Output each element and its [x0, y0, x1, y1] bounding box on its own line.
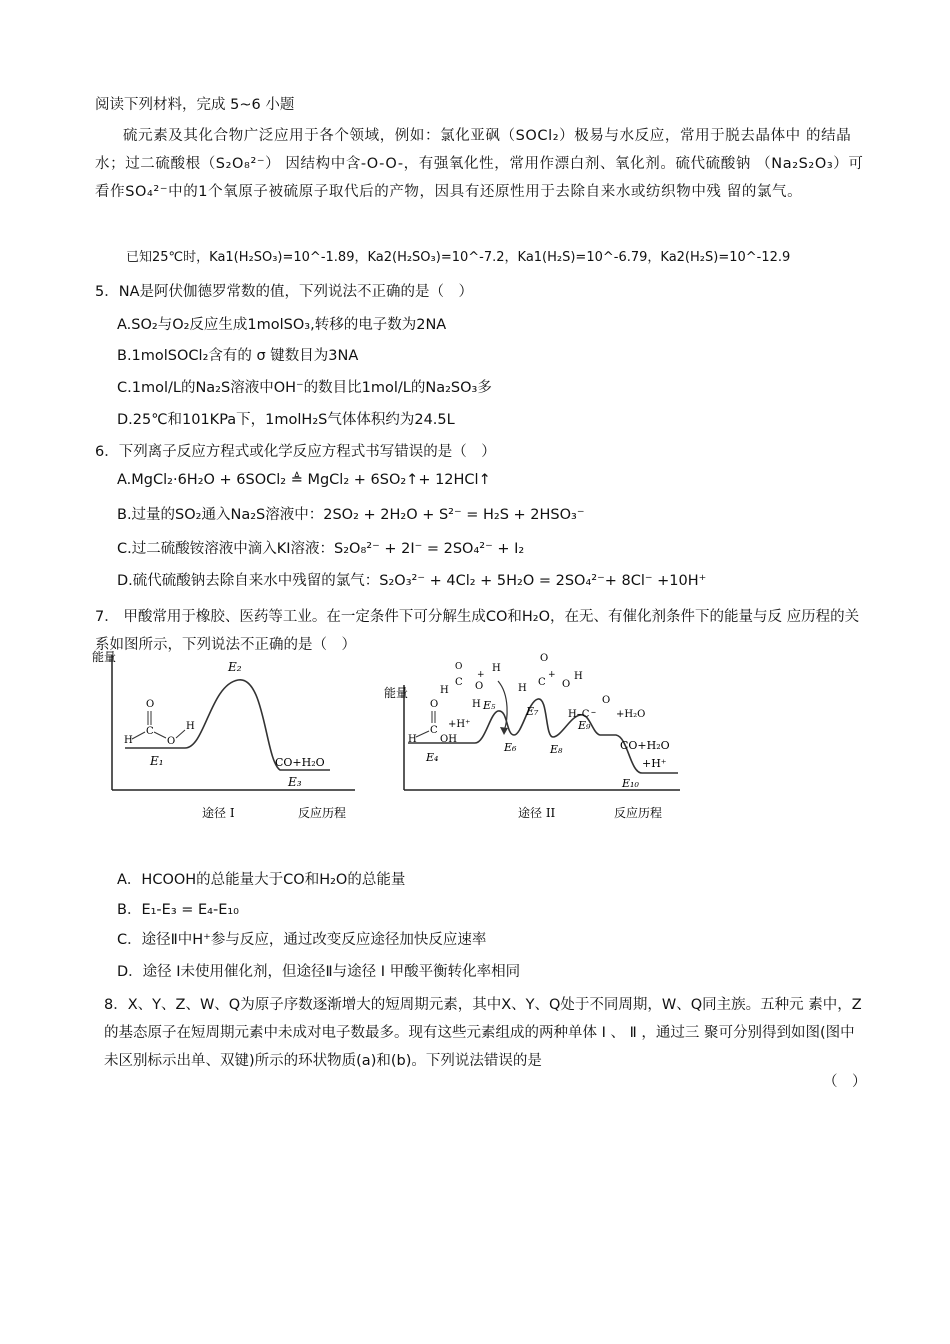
material-constants: 已知25℃时，Ka1(H₂SO₃)=10^-1.89，Ka2(H₂SO₃)=10^-7.2，Ka1(H₂S)=10^-6.79，Ka2(H₂S)=10^-12.9	[126, 250, 791, 265]
q5-option-b[interactable]: B.1molSOCl₂含有的 σ 键数目为3NA	[117, 348, 359, 364]
svg-text:H: H	[186, 721, 195, 732]
struct-o: O	[146, 699, 155, 710]
svg-text:O: O	[562, 679, 571, 690]
svg-text:C: C	[538, 677, 546, 688]
svg-text:C: C	[455, 677, 463, 688]
energy-diagram-path-2	[380, 645, 690, 825]
svg-text:C: C	[430, 725, 438, 736]
label-e7: E₇	[526, 705, 539, 718]
svg-text:O: O	[475, 681, 484, 692]
label-e3: E₃	[288, 775, 302, 789]
svg-text:H–C: H–C	[568, 709, 590, 720]
label-e8: E₈	[550, 743, 563, 756]
svg-text:O: O	[167, 736, 176, 747]
label-e1: E₁	[150, 754, 164, 768]
label-e2: E₂	[228, 660, 242, 674]
q8-answer-paren: （ ）	[823, 1074, 867, 1090]
label-e6: E₆	[504, 741, 517, 754]
x-label-path: 途径 II	[518, 806, 556, 820]
x-label-path: 途径 I	[202, 806, 235, 820]
svg-text:H: H	[408, 734, 417, 745]
label-plus-h2o: +H₂O	[616, 709, 646, 720]
svg-text:O: O	[602, 695, 611, 706]
q6-option-c[interactable]: C.过二硫酸铵溶液中滴入KI溶液：S₂O₈²⁻ + 2I⁻ = 2SO₄²⁻ + I₂	[117, 541, 525, 557]
svg-text:C: C	[146, 726, 154, 737]
q5-option-d[interactable]: D.25℃和101KPa下，1molH₂S气体体积约为24.5L	[117, 412, 455, 428]
svg-text:O: O	[455, 662, 463, 672]
svg-text:H: H	[124, 735, 133, 746]
q7-option-b[interactable]: B．E₁-E₃ = E₄-E₁₀	[117, 902, 239, 918]
q5-stem: 5．NA是阿伏伽德罗常数的值，下列说法不正确的是（ ）	[95, 284, 473, 300]
q7-option-c[interactable]: C．途径Ⅱ中H⁺参与反应，通过改变反应途径加快反应速率	[117, 932, 487, 948]
svg-text:H: H	[518, 683, 527, 694]
q7-stem: 7． 甲酸常用于橡胶、医药等工业。在一定条件下可分解生成CO和H₂O，在无、有催化剂条件下的能量与反 应历程的关系如图所示，下列说法不正确的是（ ）	[95, 609, 860, 653]
svg-text:–: –	[591, 707, 596, 718]
x-axis-label: 反应历程	[614, 806, 663, 820]
svg-text:OH: OH	[440, 734, 457, 745]
svg-text:H: H	[492, 663, 501, 674]
q8-stem: 8．X、Y、Z、W、Q为原子序数逐渐增大的短周期元素，其中X、Y、Q处于不同周期，W、Q同主族。五种元 素中，Z的基态原子在短周期元素中未成对电子数最多。现有这些元素组成的两种单体 Ⅰ 、 Ⅱ ，通过三 聚可分别得到如图(图中未区别标示出单、双键)所示的环状物质(a)和(b)。下列说法错误的是	[104, 997, 862, 1069]
q6-option-b[interactable]: B.过量的SO₂通入Na₂S溶液中：2SO₂ + 2H₂O + S²⁻ = H₂S + 2HSO₃⁻	[117, 507, 585, 523]
svg-text:O: O	[540, 653, 549, 664]
q5-option-c[interactable]: C.1mol/L的Na₂S溶液中OH⁻的数目比1mol/L的Na₂SO₃多	[117, 380, 492, 396]
svg-text:H: H	[472, 699, 481, 710]
y-axis-label: 能量	[384, 686, 409, 700]
svg-text:H: H	[440, 685, 449, 696]
label-start-h: +H⁺	[448, 719, 471, 730]
reading-intro: 阅读下列材料，完成 5~6 小题	[95, 97, 295, 113]
svg-text:+: +	[477, 670, 485, 680]
energy-diagram-path-1	[90, 645, 370, 825]
label-e4: E₄	[426, 751, 439, 764]
label-e5: E₅	[483, 699, 496, 712]
q7-option-d[interactable]: D．途径 Ⅰ未使用催化剂，但途径Ⅱ与途径 Ⅰ 甲酸平衡转化率相同	[117, 964, 521, 980]
q7-option-a[interactable]: A．HCOOH的总能量大于CO和H₂O的总能量	[117, 872, 406, 888]
svg-text:H: H	[574, 671, 583, 682]
q6-stem: 6．下列离子反应方程式或化学反应方程式书写错误的是（ ）	[95, 444, 496, 460]
label-product: CO+H₂O	[620, 739, 670, 752]
x-axis-label: 反应历程	[298, 806, 347, 820]
q6-option-d[interactable]: D.硫代硫酸钠去除自来水中残留的氯气：S₂O₃²⁻ + 4Cl₂ + 5H₂O = 2SO₄²⁻+ 8Cl⁻ +10H⁺	[117, 573, 707, 589]
svg-text:O: O	[430, 699, 439, 710]
label-e9: E₉	[578, 719, 591, 732]
label-product: CO+H₂O	[275, 756, 325, 769]
material-paragraph: 硫元素及其化合物广泛应用于各个领域，例如：氯化亚砜（SOCl₂）极易与水反应，常用于脱去晶体中 的结晶水；过二硫酸根（S₂O₈²⁻） 因结构中含-O-O-，有强氧化性，常用作漂白剂、氧化剂。硫代硫酸钠 （Na₂S₂O₃）可看作SO₄²⁻中的1个氧原子被硫原子取代后的产物，因具有还原性用于去除自来水或纺织物中残 留的氯气。	[95, 128, 864, 200]
svg-text:+: +	[548, 670, 556, 680]
label-e10: E₁₀	[622, 777, 639, 790]
label-product-h: +H⁺	[642, 757, 667, 770]
q6-option-a[interactable]: A.MgCl₂·6H₂O + 6SOCl₂ ≜ MgCl₂ + 6SO₂↑+ 12HCl↑	[117, 472, 491, 488]
y-axis-label: 能量	[92, 650, 117, 664]
q5-option-a[interactable]: A.SO₂与O₂反应生成1molSO₃,转移的电子数为2NA	[117, 317, 447, 333]
